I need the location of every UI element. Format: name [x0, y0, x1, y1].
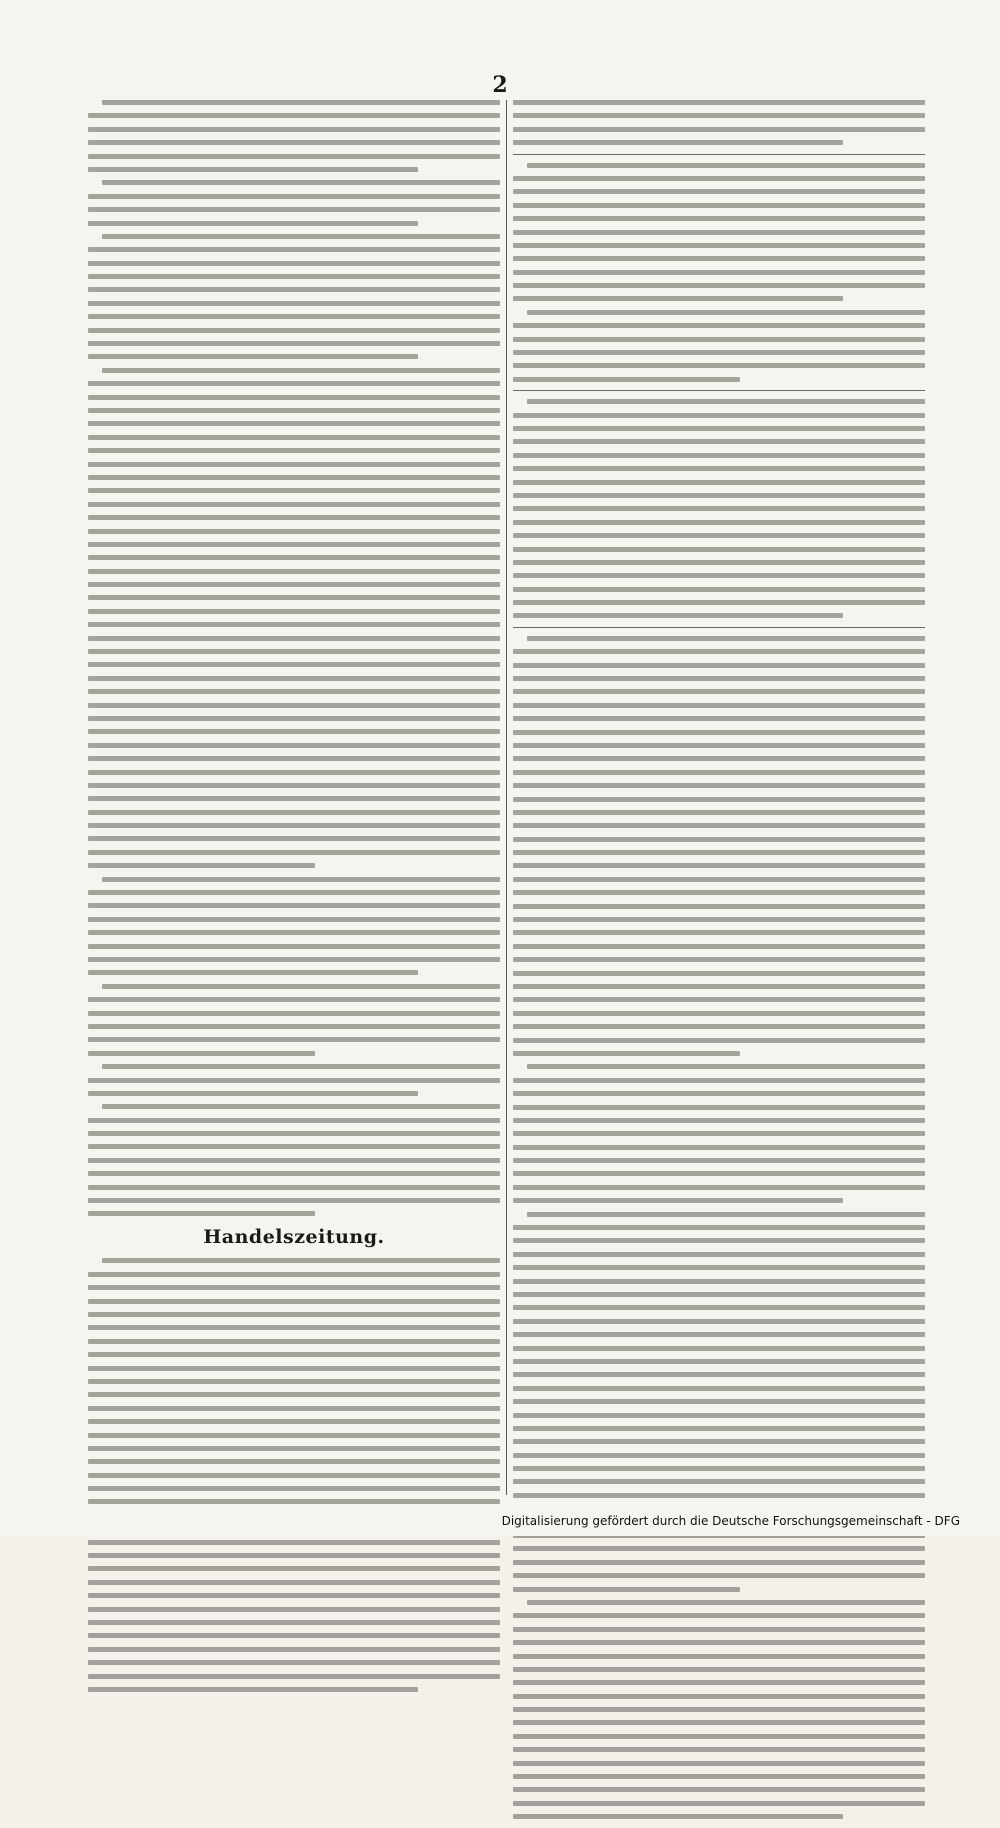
right-column: [513, 100, 925, 1828]
divider: [513, 154, 925, 155]
text-block: [88, 1064, 500, 1096]
divider: [513, 390, 925, 391]
text-block: [513, 1064, 925, 1203]
text-block: [88, 1104, 500, 1216]
left-column: [88, 100, 500, 1700]
page-number: 2: [492, 72, 508, 98]
column-divider: [506, 100, 507, 1495]
text-block: [88, 180, 500, 225]
text-block: [88, 100, 500, 172]
text-block: [513, 310, 925, 382]
text-block: [513, 636, 925, 1056]
text-block: [88, 368, 500, 868]
text-block: [88, 984, 500, 1056]
footer: [0, 1506, 1000, 1536]
text-block: [513, 100, 925, 145]
footer-credit: Digitalisierung gefördert durch die Deutsche Forschungsgemeinschaft - DFG: [501, 1514, 960, 1528]
text-block: [513, 163, 925, 302]
text-block: [88, 877, 500, 976]
text-block: [513, 399, 925, 618]
section-title-handelszeitung: Handelszeitung.: [203, 1226, 385, 1249]
text-block: [88, 1258, 500, 1692]
divider: [513, 627, 925, 628]
text-block: [513, 1600, 925, 1819]
text-block: [88, 234, 500, 360]
